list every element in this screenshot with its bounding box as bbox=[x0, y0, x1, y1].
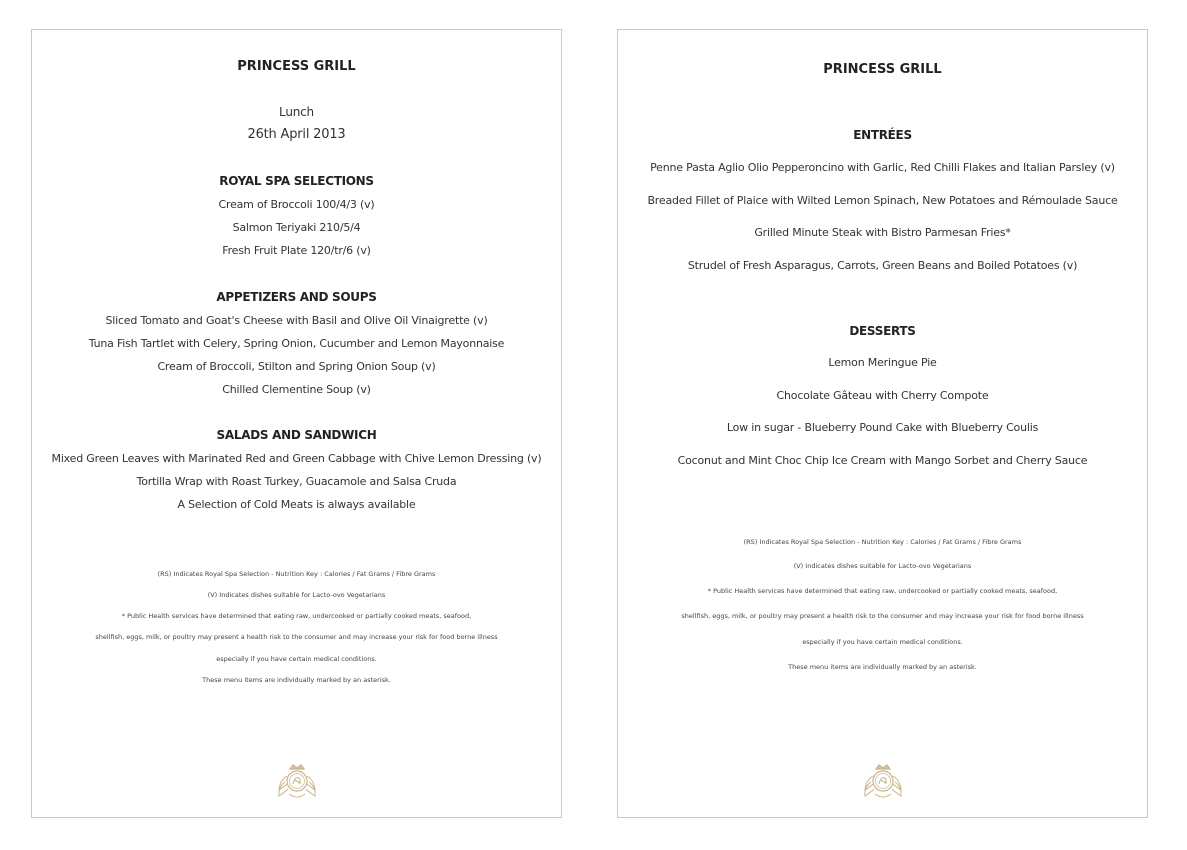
menu-item: Cream of Broccoli 100/4/3 (v) bbox=[218, 198, 375, 211]
footnote-health-warning: shellfish, eggs, milk, or poultry may present a health risk to the consumer and may increase your risk for food borne illness bbox=[681, 612, 1084, 620]
menu-date: 26th April 2013 bbox=[247, 127, 346, 142]
menu-item: Low in sugar - Blueberry Pound Cake with Blueberry Coulis bbox=[726, 421, 1039, 434]
menu-item: Strudel of Fresh Asparagus, Carrots, Green Beans and Boiled Potatoes (v) bbox=[687, 259, 1078, 272]
footnote-vegetarian: (V) Indicates dishes suitable for Lacto-ovo Vegetarians bbox=[207, 591, 386, 599]
footnote-health-warning: especially if you have certain medical conditions. bbox=[802, 638, 963, 646]
menu-item: Penne Pasta Aglio Olio Pepperoncino with Garlic, Red Chilli Flakes and Italian Parsley (v) bbox=[650, 161, 1115, 174]
menu-page-right bbox=[617, 29, 1148, 818]
menu-item: Fresh Fruit Plate 120/tr/6 (v) bbox=[222, 244, 371, 257]
page-title: PRINCESS GRILL bbox=[823, 62, 942, 77]
menu-item: Grilled Minute Steak with Bistro Parmesan Fries* bbox=[754, 226, 1011, 239]
section-heading-desserts: DESSERTS bbox=[849, 324, 916, 338]
menu-item: Salmon Teriyaki 210/5/4 bbox=[232, 221, 361, 234]
section-heading-entrees: ENTRÉES bbox=[853, 128, 912, 142]
menu-page-left bbox=[31, 29, 562, 818]
footnote-nutrition-key: (RS) Indicates Royal Spa Selection - Nutrition Key : Calories / Fat Grams / Fibre Grams bbox=[743, 538, 1022, 546]
menu-item: Cream of Broccoli, Stilton and Spring Onion Soup (v) bbox=[157, 360, 436, 373]
menu-item: Coconut and Mint Choc Chip Ice Cream with Mango Sorbet and Cherry Sauce bbox=[677, 454, 1088, 467]
menu-item: Lemon Meringue Pie bbox=[828, 356, 937, 369]
footnote-health-warning: shellfish, eggs, milk, or poultry may present a health risk to the consumer and may increase your risk for food borne illness bbox=[95, 633, 498, 641]
menu-item: Chocolate Gâteau with Cherry Compote bbox=[776, 389, 989, 402]
footnote-health-warning: * Public Health services have determined that eating raw, undercooked or partially cooked meats, seafood, bbox=[707, 587, 1058, 595]
royal-crest-icon bbox=[275, 762, 319, 804]
footnote-asterisk: These menu items are individually marked by an asterisk. bbox=[202, 676, 391, 684]
footnote-health-warning: * Public Health services have determined that eating raw, undercooked or partially cooked meats, seafood, bbox=[121, 612, 472, 620]
footnote-vegetarian: (V) Indicates dishes suitable for Lacto-ovo Vegetarians bbox=[793, 562, 972, 570]
menu-item: A Selection of Cold Meats is always available bbox=[177, 498, 416, 511]
section-heading-appetizers: APPETIZERS AND SOUPS bbox=[216, 290, 377, 304]
footnote-asterisk: These menu items are individually marked by an asterisk. bbox=[788, 663, 977, 671]
menu-item: Breaded Fillet of Plaice with Wilted Lemon Spinach, New Potatoes and Rémoulade Sauce bbox=[647, 194, 1118, 207]
page-title: PRINCESS GRILL bbox=[237, 59, 356, 74]
footnote-health-warning: especially if you have certain medical conditions. bbox=[216, 655, 377, 663]
section-heading-royal-spa: ROYAL SPA SELECTIONS bbox=[219, 174, 374, 188]
royal-crest-icon bbox=[861, 762, 905, 804]
menu-item: Sliced Tomato and Goat's Cheese with Basil and Olive Oil Vinaigrette (v) bbox=[105, 314, 488, 327]
menu-item: Mixed Green Leaves with Marinated Red and Green Cabbage with Chive Lemon Dressing (v) bbox=[51, 452, 542, 465]
section-heading-salads: SALADS AND SANDWICH bbox=[216, 428, 377, 442]
meal-name: Lunch bbox=[279, 105, 314, 119]
menu-item: Tortilla Wrap with Roast Turkey, Guacamole and Salsa Cruda bbox=[136, 475, 457, 488]
footnote-nutrition-key: (RS) Indicates Royal Spa Selection - Nutrition Key : Calories / Fat Grams / Fibre Grams bbox=[157, 570, 436, 578]
menu-item: Tuna Fish Tartlet with Celery, Spring Onion, Cucumber and Lemon Mayonnaise bbox=[88, 337, 505, 350]
menu-item: Chilled Clementine Soup (v) bbox=[222, 383, 371, 396]
